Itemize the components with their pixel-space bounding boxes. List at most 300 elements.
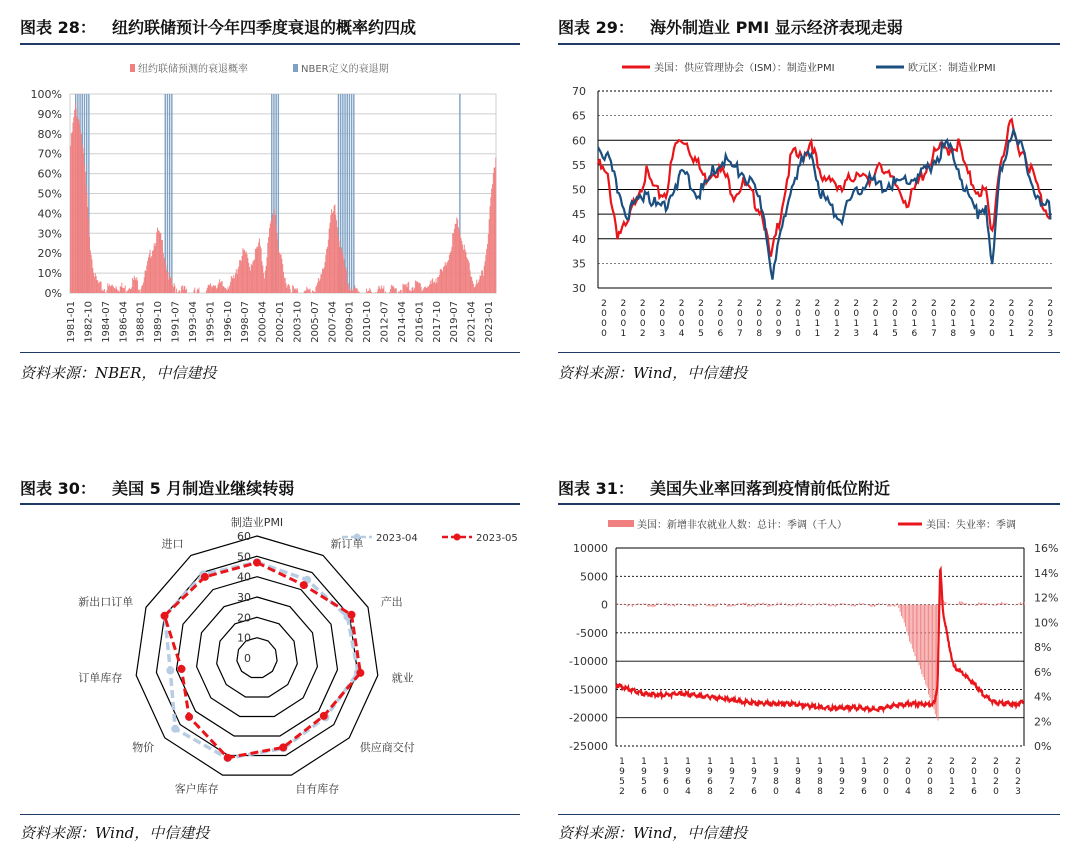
y-left-tick-label: 10000 (573, 542, 608, 555)
panel-title (558, 15, 903, 38)
x-tick-label: 0 (698, 309, 704, 319)
nonfarm-bar (961, 601, 962, 604)
probability-bar (454, 229, 455, 293)
probability-bar (275, 215, 276, 293)
y-tick-label: 20% (37, 247, 62, 261)
probability-bar (222, 281, 223, 293)
nonfarm-bar (647, 605, 648, 607)
probability-bar (95, 273, 96, 293)
nonfarm-bar (640, 604, 641, 605)
probability-bar (403, 285, 404, 293)
probability-bar (272, 214, 273, 293)
nonfarm-bar (766, 603, 767, 604)
probability-bar (152, 251, 153, 293)
panel-title-number: 图表 31： (558, 479, 634, 498)
y-left-tick-label: -15000 (569, 683, 608, 697)
probability-bar (357, 289, 358, 293)
series-point-apr (166, 667, 174, 675)
probability-bar (207, 288, 208, 293)
probability-bar (131, 289, 132, 293)
probability-bar (221, 281, 222, 293)
x-tick-label: 9 (663, 767, 669, 777)
nonfarm-bar (727, 605, 728, 607)
x-tick-label: 9 (839, 777, 845, 787)
probability-bar (160, 233, 161, 293)
probability-bar (134, 276, 135, 293)
probability-bar (393, 285, 394, 293)
nonfarm-bar (634, 605, 635, 606)
legend-label-recession: NBER定义的衰退期 (301, 64, 389, 75)
nonfarm-bar (711, 605, 712, 607)
nonfarm-bar (808, 605, 809, 606)
nonfarm-bar (797, 603, 798, 604)
x-tick-label: 0 (678, 319, 685, 329)
nonfarm-bar (693, 605, 694, 607)
probability-bar (288, 284, 289, 293)
x-tick-label: 0 (773, 787, 779, 797)
x-tick-label: 2 (814, 299, 821, 309)
nonfarm-bar (744, 603, 745, 605)
probability-bar (341, 247, 342, 293)
probability-bar (415, 280, 416, 293)
x-tick-label: 1 (833, 319, 840, 329)
nonfarm-bar (675, 605, 676, 606)
x-tick-label: 1996-10 (222, 301, 234, 343)
nonfarm-bar (932, 605, 933, 707)
probability-bar (451, 247, 452, 293)
probability-bar (111, 286, 112, 293)
title-divider (20, 43, 520, 45)
probability-bar (82, 148, 83, 293)
probability-bar (226, 289, 227, 293)
probability-bar (80, 131, 81, 293)
probability-bar (316, 285, 317, 293)
probability-bar (407, 287, 408, 293)
nonfarm-bar (773, 605, 774, 606)
probability-bar (130, 289, 131, 293)
x-tick-label: 0 (883, 767, 889, 777)
probability-bar (465, 250, 466, 293)
x-tick-label: 2 (659, 299, 666, 309)
nonfarm-bar (962, 602, 963, 605)
x-tick-label: 0 (775, 309, 782, 319)
nonfarm-bar (825, 603, 826, 605)
probability-bar (160, 233, 161, 293)
nonfarm-bar (897, 603, 898, 605)
probability-bar (285, 278, 286, 293)
x-tick-label: 0 (969, 309, 976, 319)
x-tick-label: 0 (971, 767, 977, 777)
probability-bar (281, 259, 282, 293)
probability-bar (333, 211, 334, 293)
probability-bar (263, 273, 264, 293)
probability-bar (169, 272, 170, 293)
probability-bar (84, 165, 85, 293)
eu-pmi-line (598, 130, 1051, 279)
nonfarm-bar (906, 605, 907, 632)
probability-bar (92, 259, 93, 293)
x-tick-label: 0 (1015, 767, 1021, 777)
recession-bar (347, 94, 348, 293)
probability-bar (464, 245, 465, 293)
x-tick-label: 0 (1008, 309, 1015, 319)
nonfarm-bar (1021, 604, 1022, 605)
probability-bar (320, 274, 321, 293)
probability-bar (370, 290, 371, 293)
probability-bar (163, 253, 164, 293)
probability-bar (107, 283, 108, 293)
probability-bar (214, 286, 215, 293)
probability-bar (307, 289, 308, 293)
probability-bar (268, 237, 269, 293)
r-tick-label: 0 (244, 652, 251, 665)
probability-bar (377, 292, 378, 293)
r-tick-label: 60 (237, 530, 251, 543)
probability-bar (345, 267, 346, 293)
probability-bar (218, 283, 219, 293)
nonfarm-bar (738, 603, 739, 605)
probability-bar (186, 289, 187, 293)
nonfarm-bar (644, 604, 645, 605)
probability-bar (452, 234, 453, 293)
nonfarm-bar (902, 605, 903, 619)
x-tick-label: 2 (971, 757, 977, 767)
probability-bar (419, 283, 420, 293)
probability-bar (445, 262, 446, 293)
nonfarm-bar (896, 605, 897, 606)
probability-bar (427, 286, 428, 293)
probability-bar (111, 285, 112, 293)
probability-bar (458, 227, 459, 293)
probability-bar (492, 184, 493, 293)
nonfarm-bar (732, 605, 733, 606)
probability-bar (176, 289, 177, 293)
probability-bar (448, 260, 449, 293)
probability-bar (480, 275, 481, 293)
x-tick-label: 9 (641, 767, 647, 777)
x-tick-label: 2 (950, 299, 957, 309)
radar-axis-label: 制造业PMI (230, 516, 284, 529)
probability-bar (183, 290, 184, 293)
probability-bar (308, 289, 309, 293)
x-tick-label: 2 (1008, 319, 1015, 329)
probability-bar (353, 291, 354, 293)
series-point-may (348, 611, 356, 619)
y-tick-label: 50 (572, 183, 586, 197)
x-tick-label: 2002-01 (275, 301, 287, 343)
probability-bar (495, 167, 496, 293)
x-tick-label: 3 (1047, 329, 1054, 339)
nonfarm-bar (847, 605, 848, 606)
probability-bar (150, 250, 151, 293)
nonfarm-bar (850, 605, 851, 606)
probability-bar (433, 283, 434, 293)
x-tick-label: 2 (911, 299, 918, 309)
probability-bar (242, 256, 243, 293)
x-tick-label: 6 (751, 787, 757, 797)
probability-bar (119, 292, 120, 293)
nonfarm-bar (785, 603, 786, 605)
probability-bar (424, 287, 425, 293)
probability-bar (475, 284, 476, 293)
probability-bar (159, 231, 160, 293)
probability-bar (145, 270, 146, 293)
x-tick-label: 2000-04 (257, 301, 269, 343)
radar-axis-label: 自有库存 (295, 782, 340, 796)
x-tick-label: 0 (756, 309, 763, 319)
probability-bar (248, 263, 249, 293)
x-tick-label: 6 (717, 329, 724, 339)
nonfarm-bar (861, 604, 862, 605)
x-tick-label: 1 (861, 757, 867, 767)
nonfarm-bar (761, 603, 762, 604)
nonfarm-bar (1016, 604, 1017, 605)
probability-bar (378, 286, 379, 293)
nonfarm-bar (643, 603, 644, 604)
probability-bar (87, 207, 88, 293)
x-tick-label: 2 (775, 299, 782, 309)
probability-bar (429, 285, 430, 293)
probability-bar (344, 259, 345, 293)
recession-bar (351, 94, 352, 293)
panel-unemployment (558, 470, 1060, 854)
nonfarm-bar (843, 604, 844, 605)
probability-bar (487, 244, 488, 293)
probability-bar (161, 240, 162, 293)
x-tick-label: 2 (930, 299, 937, 309)
y-right-tick-label: 0% (1034, 740, 1052, 753)
x-tick-label: 2007-04 (327, 301, 339, 343)
nonfarm-bar (908, 605, 909, 636)
nonfarm-bar (931, 605, 932, 703)
y-tick-label: 30 (572, 282, 586, 295)
x-tick-label: 1984-07 (100, 301, 112, 343)
nonfarm-bar (670, 605, 671, 606)
probability-bar (442, 271, 443, 293)
x-tick-label: 2012-07 (379, 301, 391, 343)
x-tick-label: 1 (969, 319, 976, 329)
x-tick-label: 0 (993, 787, 999, 797)
probability-bar (102, 289, 103, 293)
probability-bar (181, 286, 182, 293)
probability-bar (233, 279, 234, 293)
probability-bar (264, 279, 265, 293)
probability-bar (394, 289, 395, 293)
legend-swatch-nonfarm (608, 520, 634, 527)
nonfarm-bar (842, 603, 843, 604)
probability-bar (85, 172, 86, 293)
legend-label-apr: 2023-04 (376, 533, 418, 544)
probability-bar (254, 260, 255, 293)
x-tick-label: 0 (950, 309, 957, 319)
nonfarm-bar (958, 603, 959, 604)
probability-bar (404, 284, 405, 293)
x-tick-label: 1 (663, 757, 669, 767)
nonfarm-bar (688, 605, 689, 606)
nonfarm-bar (912, 605, 913, 649)
probability-bar (287, 285, 288, 293)
probability-bar (294, 289, 295, 293)
probability-bar (105, 292, 106, 293)
probability-bar (383, 289, 384, 293)
x-tick-label: 9 (839, 767, 845, 777)
x-tick-label: 3 (853, 329, 860, 339)
probability-bar (330, 223, 331, 293)
nonfarm-bar (654, 605, 655, 607)
nonfarm-bar (705, 603, 706, 604)
probability-bar (168, 279, 169, 293)
radar-grid-ring (156, 556, 357, 755)
probability-bar (476, 280, 477, 293)
x-tick-label: 2 (993, 777, 999, 787)
probability-bar (131, 287, 132, 293)
probability-bar (273, 216, 274, 293)
nonfarm-bar (834, 605, 835, 606)
nonfarm-bar (982, 603, 983, 604)
x-tick-label: 4 (795, 787, 801, 797)
probability-bar (112, 285, 113, 293)
r-tick-label: 20 (237, 611, 251, 625)
x-tick-label: 8 (950, 329, 957, 339)
nonfarm-bar (1009, 605, 1010, 606)
probability-bar (286, 288, 287, 293)
nonfarm-bar (757, 604, 758, 605)
x-tick-label: 0 (814, 309, 821, 319)
probability-bar (141, 286, 142, 293)
nonfarm-bar (624, 604, 625, 605)
y-tick-label: 30% (37, 227, 62, 241)
probability-bar (98, 283, 99, 293)
nonfarm-bar (1001, 602, 1002, 605)
probability-bar (174, 283, 175, 293)
probability-bar (314, 292, 315, 293)
probability-bar (325, 262, 326, 293)
nonfarm-bar (966, 603, 967, 605)
nonfarm-bar (836, 605, 837, 606)
probability-bar (436, 283, 437, 293)
nonfarm-bar (870, 605, 871, 607)
probability-bar (270, 224, 271, 293)
x-tick-label: 6 (641, 787, 647, 797)
probability-bar (110, 286, 111, 293)
nonfarm-bar (998, 603, 999, 604)
nonfarm-bar (913, 605, 914, 652)
x-tick-label: 2 (1027, 319, 1034, 329)
probability-bar (383, 286, 384, 293)
nonfarm-bar (874, 605, 875, 607)
x-tick-label: 0 (1027, 309, 1034, 319)
probability-bar (317, 283, 318, 293)
nonfarm-bar (658, 603, 659, 604)
probability-bar (324, 267, 325, 293)
nonfarm-bar (638, 603, 639, 605)
x-tick-label: 2 (839, 787, 845, 797)
probability-bar (100, 281, 101, 293)
probability-bar (495, 158, 496, 293)
probability-bar (173, 287, 174, 293)
y-tick-label: 100% (30, 88, 62, 101)
nonfarm-bar (925, 605, 926, 685)
x-tick-label: 3 (659, 329, 666, 339)
probability-bar (125, 285, 126, 293)
probability-bar (359, 292, 360, 293)
probability-bar (247, 254, 248, 293)
probability-bar (399, 292, 400, 293)
nonfarm-bar (725, 604, 726, 605)
y-right-tick-label: 12% (1034, 591, 1059, 605)
nonfarm-bar (1023, 603, 1024, 604)
probability-bar (135, 278, 136, 293)
x-tick-label: 1988-01 (135, 301, 147, 343)
probability-bar (208, 284, 209, 293)
probability-bar (484, 266, 485, 293)
probability-bar (249, 267, 250, 293)
nonfarm-bar (650, 605, 651, 607)
nonfarm-bar (689, 605, 690, 607)
nonfarm-bar (636, 604, 637, 605)
probability-bar (224, 288, 225, 293)
nonfarm-bar (692, 605, 693, 606)
probability-bar (261, 248, 262, 293)
y-tick-label: 0% (44, 287, 62, 300)
probability-bar (237, 269, 238, 293)
series-point-may (356, 669, 364, 677)
x-tick-label: 8 (795, 777, 801, 787)
probability-bar (356, 288, 357, 293)
recession-bar (344, 94, 345, 293)
x-tick-label: 2 (729, 787, 735, 797)
radar-axis-label: 新出口订单 (78, 595, 134, 609)
nonfarm-bar (781, 602, 782, 604)
probability-bar (167, 272, 168, 293)
probability-bar (286, 283, 287, 293)
probability-bar (267, 243, 268, 293)
x-tick-label: 1995-01 (205, 301, 217, 343)
y-right-tick-label: 4% (1034, 690, 1052, 704)
x-tick-label: 1 (620, 329, 627, 339)
panel-title-text: 美国失业率回落到疫情前低位附近 (650, 479, 891, 498)
nonfarm-bar (666, 603, 667, 605)
x-tick-label: 1 (729, 757, 735, 767)
x-tick-label: 9 (751, 767, 757, 777)
probability-bar (121, 287, 122, 293)
radar-grid-ring (197, 597, 318, 717)
nonfarm-bar (889, 605, 890, 607)
nonfarm-bar (963, 603, 964, 605)
probability-bar (344, 266, 345, 293)
probability-bar (198, 290, 199, 293)
nonfarm-bar (724, 603, 725, 604)
probability-bar (71, 134, 72, 293)
x-tick-label: 0 (795, 309, 801, 319)
probability-bar (123, 288, 124, 293)
x-tick-label: 5 (698, 329, 704, 339)
nonfarm-bar (748, 605, 749, 607)
probability-bar (135, 280, 136, 293)
probability-bar (389, 292, 390, 293)
x-tick-label: 0 (892, 309, 898, 319)
probability-bar (488, 234, 489, 293)
nonfarm-bar (620, 604, 621, 605)
panel-title (20, 15, 416, 38)
x-tick-label: 9 (729, 767, 735, 777)
nonfarm-bar (831, 605, 832, 607)
x-tick-label: 1 (1008, 329, 1015, 339)
probability-bar (438, 277, 439, 293)
probability-bar (326, 249, 327, 293)
x-tick-label: 1 (971, 777, 977, 787)
nonfarm-bar (755, 605, 756, 607)
